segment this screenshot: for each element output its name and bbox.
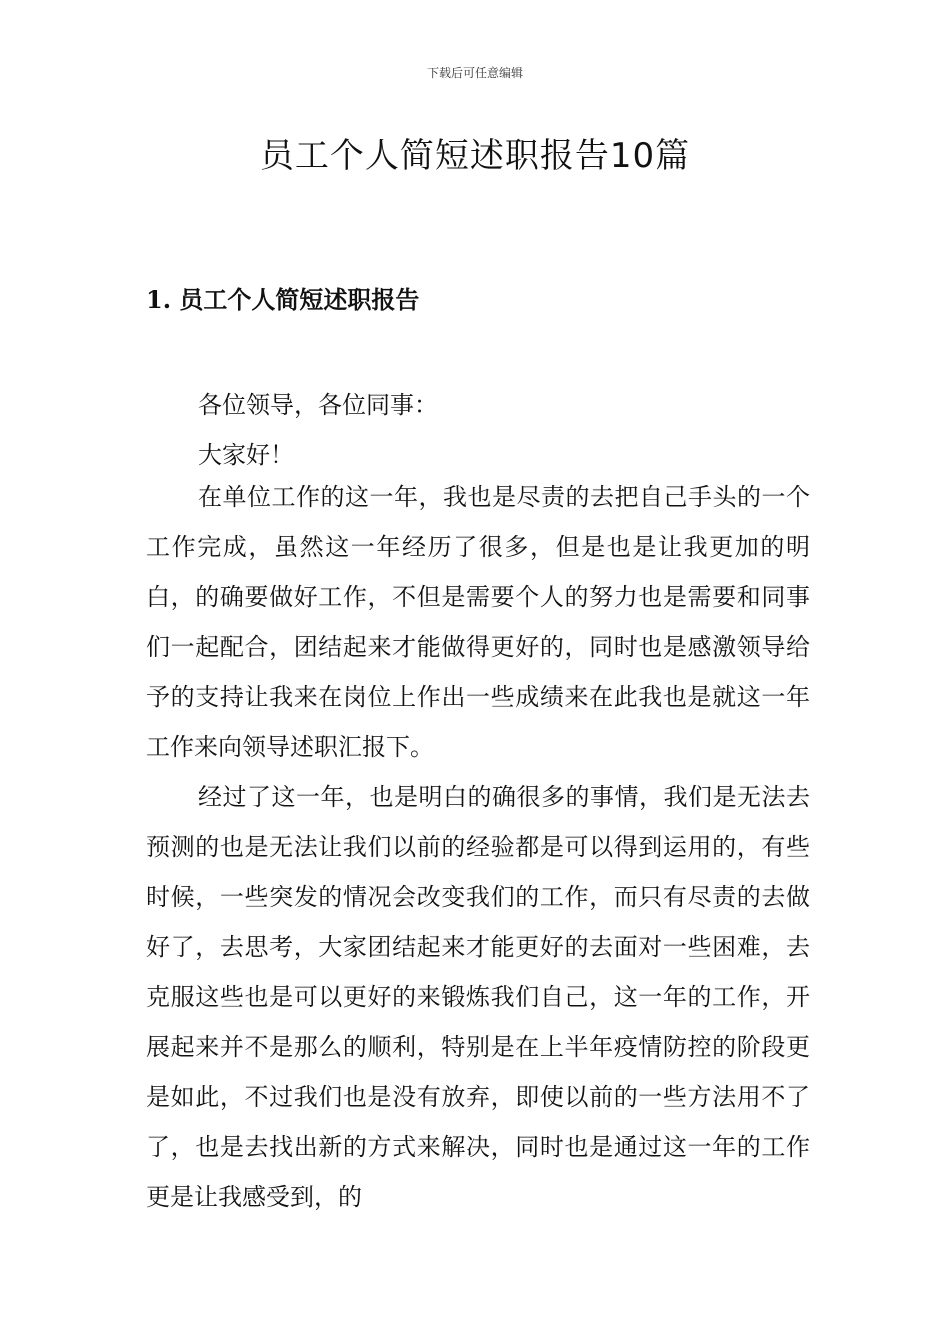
body-paragraph: 经过了这一年，也是明白的确很多的事情，我们是无法去预测的也是无法让我们以前的经验都是可以得到运用的，有些时候，一些突发的情况会改变我们的工作，而只有尽责的去做好了，去思考，大家团结起来才能更好的去面对一些困难，去克服这些也是可以更好的来锻炼我们自己，这一年的工作，开展起来并不是那么的顺利，特别是在上半年疫情防控的阶段更是如此，不过我们也是没有放弃，即使以前的一些方法用不了了，也是去找出新的方式来解决，同时也是通过这一年的工作更是让我感受到，的 <box>146 783 810 1211</box>
section-heading: 1. 员工个人简短述职报告 <box>146 285 420 314</box>
greeting: 大家好！ <box>198 441 294 469</box>
document-title: 员工个人简短述职报告10篇 <box>259 136 691 176</box>
header-note: 下载后可任意编辑 <box>426 66 523 80</box>
salutation: 各位领导，各位同事： <box>198 391 438 419</box>
body-paragraph: 在单位工作的这一年，我也是尽责的去把自己手头的一个工作完成，虽然这一年经历了很多，但是也是让我更加的明白，的确要做好工作，不但是需要个人的努力也是需要和同事们一起配合，团结起来才能做得更好的，同时也是感激领导给予的支持让我来在岗位上作出一些成绩来在此我也是就这一年工作来向领导述职汇报下。 <box>146 483 810 761</box>
